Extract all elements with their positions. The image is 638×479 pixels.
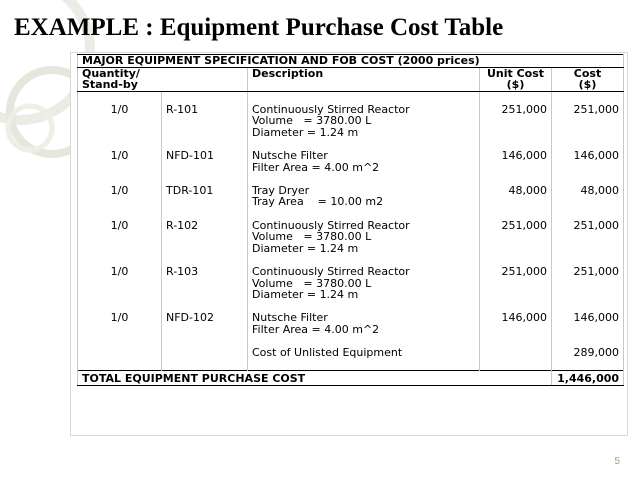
blank-row bbox=[78, 254, 624, 266]
empty-cell bbox=[78, 347, 162, 359]
empty-cell bbox=[162, 254, 248, 266]
item-quantity: 1/0 bbox=[78, 185, 162, 197]
item-description: Filter Area = 4.00 m^2 bbox=[248, 324, 480, 336]
item-cost: 251,000 bbox=[552, 219, 624, 231]
blank-row bbox=[78, 138, 624, 150]
item-unit-cost: 146,000 bbox=[480, 312, 552, 324]
empty-cell bbox=[78, 254, 162, 266]
blank-row bbox=[78, 358, 624, 370]
empty-cell bbox=[480, 243, 552, 255]
empty-cell bbox=[480, 115, 552, 127]
empty-cell bbox=[78, 127, 162, 139]
empty-cell bbox=[480, 335, 552, 347]
empty-cell bbox=[248, 173, 480, 185]
item-tag: R-102 bbox=[162, 219, 248, 231]
empty-cell bbox=[78, 324, 162, 336]
equipment-row bbox=[78, 127, 624, 139]
empty-cell bbox=[480, 289, 552, 301]
item-cost: 146,000 bbox=[552, 150, 624, 162]
empty-cell bbox=[162, 231, 248, 243]
empty-cell bbox=[78, 300, 162, 312]
item-unit-cost: 251,000 bbox=[480, 219, 552, 231]
item-description: Volume = 3780.00 L bbox=[248, 231, 480, 243]
empty-cell bbox=[248, 138, 480, 150]
empty-cell bbox=[248, 208, 480, 220]
empty-cell bbox=[78, 208, 162, 220]
empty-cell bbox=[552, 277, 624, 289]
item-description: Nutsche Filter bbox=[248, 150, 480, 162]
item-unit-cost: 48,000 bbox=[480, 185, 552, 197]
blank-row bbox=[78, 300, 624, 312]
empty-cell bbox=[480, 127, 552, 139]
item-tag: NFD-102 bbox=[162, 312, 248, 324]
empty-cell bbox=[162, 173, 248, 185]
item-quantity: 1/0 bbox=[78, 103, 162, 115]
col-cost: Cost bbox=[552, 67, 624, 79]
equipment-cost-table bbox=[77, 54, 624, 386]
empty-cell bbox=[552, 127, 624, 139]
equipment-row bbox=[78, 243, 624, 255]
column-header-row-2 bbox=[78, 79, 624, 91]
empty-cell bbox=[480, 277, 552, 289]
empty-cell bbox=[480, 208, 552, 220]
equipment-row bbox=[78, 115, 624, 127]
empty-cell bbox=[480, 196, 552, 208]
total-label: TOTAL EQUIPMENT PURCHASE COST bbox=[78, 371, 552, 386]
equipment-row bbox=[78, 150, 624, 162]
blank-row bbox=[78, 173, 624, 185]
empty-cell bbox=[248, 358, 480, 370]
empty-cell bbox=[480, 138, 552, 150]
empty-cell bbox=[78, 138, 162, 150]
total-cost: 1,446,000 bbox=[552, 371, 624, 386]
item-description: Diameter = 1.24 m bbox=[248, 289, 480, 301]
item-description: Nutsche Filter bbox=[248, 312, 480, 324]
empty-cell bbox=[480, 300, 552, 312]
column-header-row bbox=[78, 67, 624, 79]
empty-cell bbox=[78, 115, 162, 127]
item-tag: NFD-101 bbox=[162, 150, 248, 162]
item-unit-cost: 251,000 bbox=[480, 266, 552, 278]
col-unit-cost: Unit Cost bbox=[480, 67, 552, 79]
empty-cell bbox=[248, 91, 480, 103]
empty-cell bbox=[162, 335, 248, 347]
empty-cell bbox=[248, 300, 480, 312]
empty-cell bbox=[162, 243, 248, 255]
table-header: MAJOR EQUIPMENT SPECIFICATION AND FOB COST (2000 prices) bbox=[78, 55, 624, 68]
equipment-row bbox=[78, 185, 624, 197]
item-description: Tray Dryer bbox=[248, 185, 480, 197]
equipment-row bbox=[78, 266, 624, 278]
equipment-row bbox=[78, 277, 624, 289]
item-unit-cost: 146,000 bbox=[480, 150, 552, 162]
page-number: 5 bbox=[614, 456, 620, 467]
empty-cell bbox=[552, 254, 624, 266]
empty-cell bbox=[552, 138, 624, 150]
empty-cell bbox=[480, 254, 552, 266]
empty-cell bbox=[552, 196, 624, 208]
item-tag: R-103 bbox=[162, 266, 248, 278]
table-header-row bbox=[78, 55, 624, 68]
empty-cell bbox=[162, 115, 248, 127]
item-tag: TDR-101 bbox=[162, 185, 248, 197]
empty-cell bbox=[162, 127, 248, 139]
empty-cell bbox=[552, 243, 624, 255]
blank-row bbox=[78, 335, 624, 347]
empty-cell bbox=[552, 324, 624, 336]
empty-cell bbox=[78, 335, 162, 347]
col-quantity: Quantity/ bbox=[78, 67, 248, 79]
item-cost: 251,000 bbox=[552, 103, 624, 115]
item-description: Tray Area = 10.00 m2 bbox=[248, 196, 480, 208]
item-quantity: 1/0 bbox=[78, 312, 162, 324]
blank-row bbox=[78, 91, 624, 103]
empty-cell bbox=[480, 91, 552, 103]
item-description: Continuously Stirred Reactor bbox=[248, 266, 480, 278]
equipment-row bbox=[78, 289, 624, 301]
empty-cell bbox=[552, 115, 624, 127]
unlisted-row bbox=[78, 347, 624, 359]
empty-cell bbox=[162, 358, 248, 370]
equipment-row bbox=[78, 196, 624, 208]
item-description: Diameter = 1.24 m bbox=[248, 127, 480, 139]
item-description: Volume = 3780.00 L bbox=[248, 277, 480, 289]
empty-cell bbox=[480, 231, 552, 243]
item-description: Volume = 3780.00 L bbox=[248, 115, 480, 127]
empty-cell bbox=[480, 324, 552, 336]
empty-cell bbox=[162, 277, 248, 289]
empty-cell bbox=[248, 335, 480, 347]
empty-cell bbox=[162, 138, 248, 150]
empty-cell bbox=[78, 289, 162, 301]
empty-cell bbox=[480, 358, 552, 370]
total-row bbox=[78, 371, 624, 386]
item-tag: R-101 bbox=[162, 103, 248, 115]
equipment-row bbox=[78, 103, 624, 115]
empty-cell bbox=[162, 347, 248, 359]
empty-cell bbox=[78, 358, 162, 370]
empty-cell bbox=[162, 161, 248, 173]
item-description: Filter Area = 4.00 m^2 bbox=[248, 161, 480, 173]
empty-cell bbox=[552, 335, 624, 347]
slide-title: EXAMPLE : Equipment Purchase Cost Table bbox=[14, 14, 504, 41]
empty-cell bbox=[552, 208, 624, 220]
empty-cell bbox=[552, 358, 624, 370]
unlisted-description: Cost of Unlisted Equipment bbox=[248, 347, 480, 359]
empty-cell bbox=[552, 161, 624, 173]
item-description: Continuously Stirred Reactor bbox=[248, 103, 480, 115]
empty-cell bbox=[78, 243, 162, 255]
blank-row bbox=[78, 208, 624, 220]
item-description: Diameter = 1.24 m bbox=[248, 243, 480, 255]
empty-cell bbox=[78, 91, 162, 103]
item-cost: 48,000 bbox=[552, 185, 624, 197]
empty-cell bbox=[162, 91, 248, 103]
col-cost-unit: ($) bbox=[552, 79, 624, 91]
empty-cell bbox=[552, 173, 624, 185]
item-quantity: 1/0 bbox=[78, 150, 162, 162]
empty-cell bbox=[78, 231, 162, 243]
equipment-row bbox=[78, 161, 624, 173]
unlisted-cost: 289,000 bbox=[552, 347, 624, 359]
equipment-row bbox=[78, 219, 624, 231]
item-description: Continuously Stirred Reactor bbox=[248, 219, 480, 231]
empty-cell bbox=[480, 347, 552, 359]
item-cost: 146,000 bbox=[552, 312, 624, 324]
equipment-row bbox=[78, 324, 624, 336]
empty-cell bbox=[552, 300, 624, 312]
col-standby: Stand-by bbox=[78, 79, 248, 91]
empty-cell bbox=[480, 173, 552, 185]
empty-cell bbox=[248, 254, 480, 266]
empty-cell bbox=[162, 300, 248, 312]
empty-cell bbox=[78, 161, 162, 173]
empty-cell bbox=[162, 289, 248, 301]
empty-cell bbox=[552, 289, 624, 301]
item-cost: 251,000 bbox=[552, 266, 624, 278]
empty-cell bbox=[78, 196, 162, 208]
empty-cell bbox=[162, 324, 248, 336]
empty-cell bbox=[480, 161, 552, 173]
col-description: Description bbox=[248, 67, 480, 79]
empty-cell bbox=[552, 91, 624, 103]
equipment-row bbox=[78, 231, 624, 243]
empty-cell bbox=[552, 231, 624, 243]
empty-cell bbox=[78, 277, 162, 289]
empty-cell bbox=[248, 79, 480, 91]
item-quantity: 1/0 bbox=[78, 219, 162, 231]
empty-cell bbox=[162, 208, 248, 220]
item-quantity: 1/0 bbox=[78, 266, 162, 278]
item-unit-cost: 251,000 bbox=[480, 103, 552, 115]
empty-cell bbox=[78, 173, 162, 185]
col-unit-cost-unit: ($) bbox=[480, 79, 552, 91]
equipment-row bbox=[78, 312, 624, 324]
empty-cell bbox=[162, 196, 248, 208]
